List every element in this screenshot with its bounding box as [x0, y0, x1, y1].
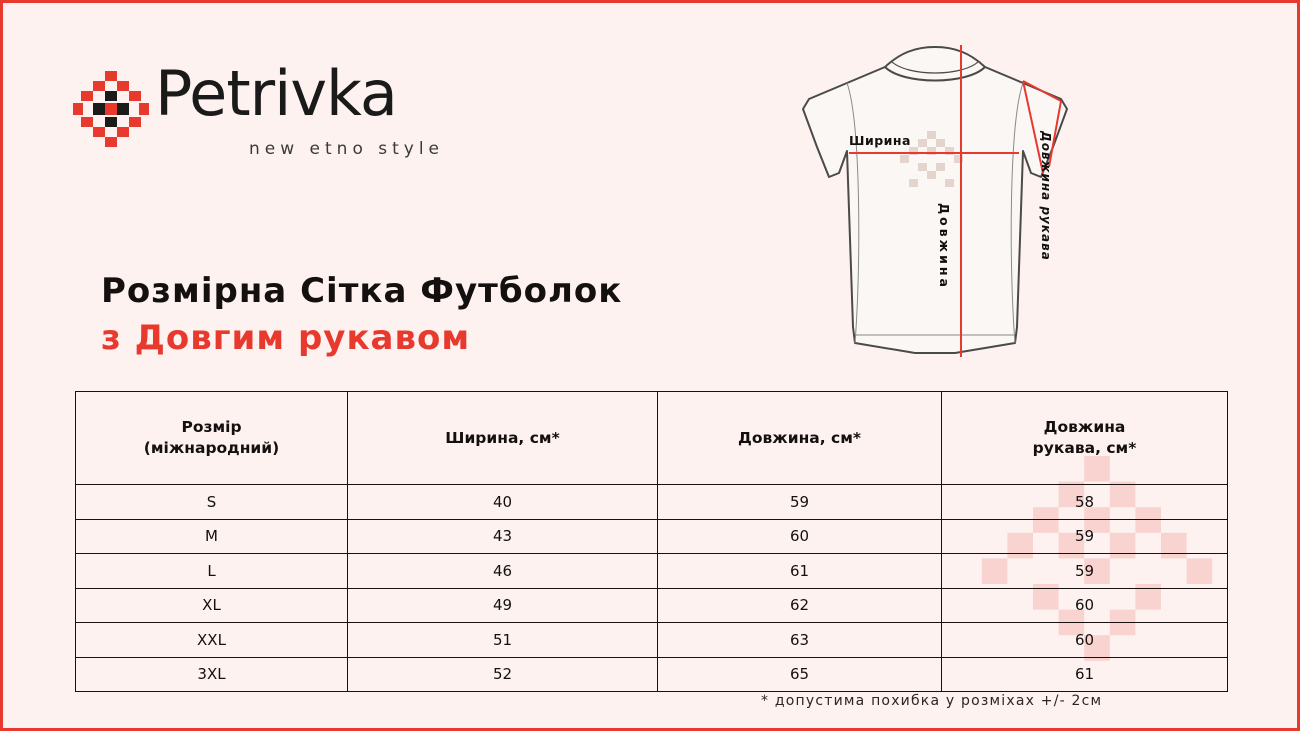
- cell-width: 43: [348, 519, 658, 554]
- column-header-width: [348, 392, 658, 485]
- cell-width: 52: [348, 657, 658, 692]
- cell-length: 65: [658, 657, 942, 692]
- cell-sleeve: 59: [942, 519, 1228, 554]
- cell-sleeve: 59: [942, 554, 1228, 589]
- brand-name: Petrivka: [155, 57, 397, 130]
- shirt-diagram: [765, 27, 1105, 377]
- brand-logo: [71, 57, 491, 171]
- footnote: * допустима похибка у розміхах +/- 2см: [761, 693, 1103, 709]
- table-row: [76, 623, 1228, 658]
- table-header-row: [76, 392, 1228, 485]
- cell-size: L: [76, 554, 348, 589]
- cell-length: 63: [658, 623, 942, 658]
- long-sleeve-shirt-icon: [765, 27, 1105, 377]
- table-row: [76, 554, 1228, 589]
- cell-size: XXL: [76, 623, 348, 658]
- cell-size: S: [76, 485, 348, 520]
- cell-length: 60: [658, 519, 942, 554]
- column-header-sleeve-l2: рукава, см*: [1032, 439, 1137, 457]
- diagram-label-length: Довжина: [937, 203, 952, 290]
- column-header-length-l1: Довжина, см*: [738, 428, 861, 447]
- cell-size: XL: [76, 588, 348, 623]
- page-title-line1: Розмірна Сітка Футболок: [101, 271, 623, 311]
- column-header-size: [76, 392, 348, 485]
- column-header-length: [658, 392, 942, 485]
- cell-width: 51: [348, 623, 658, 658]
- table-row: [76, 519, 1228, 554]
- cell-width: 46: [348, 554, 658, 589]
- cell-length: 61: [658, 554, 942, 589]
- cell-size: M: [76, 519, 348, 554]
- cell-sleeve: 58: [942, 485, 1228, 520]
- cell-length: 62: [658, 588, 942, 623]
- table-row: [76, 657, 1228, 692]
- brand-tagline: new etno style: [249, 139, 445, 159]
- cell-width: 40: [348, 485, 658, 520]
- cell-sleeve: 61: [942, 657, 1228, 692]
- column-header-size-l2: (міжнародний): [143, 439, 280, 457]
- diagram-label-sleeve-length: Довжина рукава: [1039, 131, 1053, 261]
- cell-size: 3XL: [76, 657, 348, 692]
- cell-sleeve: 60: [942, 623, 1228, 658]
- diagram-label-width: Ширина: [849, 133, 911, 148]
- ornament-cross-icon: [71, 69, 151, 149]
- cell-length: 59: [658, 485, 942, 520]
- column-header-width-l1: Ширина, см*: [445, 428, 560, 447]
- page-title-line2: з Довгим рукавом: [101, 318, 471, 358]
- cell-width: 49: [348, 588, 658, 623]
- table-row: [76, 588, 1228, 623]
- size-table-wrap: [75, 391, 1227, 692]
- column-header-sleeve: [942, 392, 1228, 485]
- cell-sleeve: 60: [942, 588, 1228, 623]
- table-row: [76, 485, 1228, 520]
- column-header-sleeve-l1: Довжина: [1043, 418, 1126, 437]
- size-table: [75, 391, 1228, 692]
- column-header-size-l1: Розмір: [181, 418, 242, 437]
